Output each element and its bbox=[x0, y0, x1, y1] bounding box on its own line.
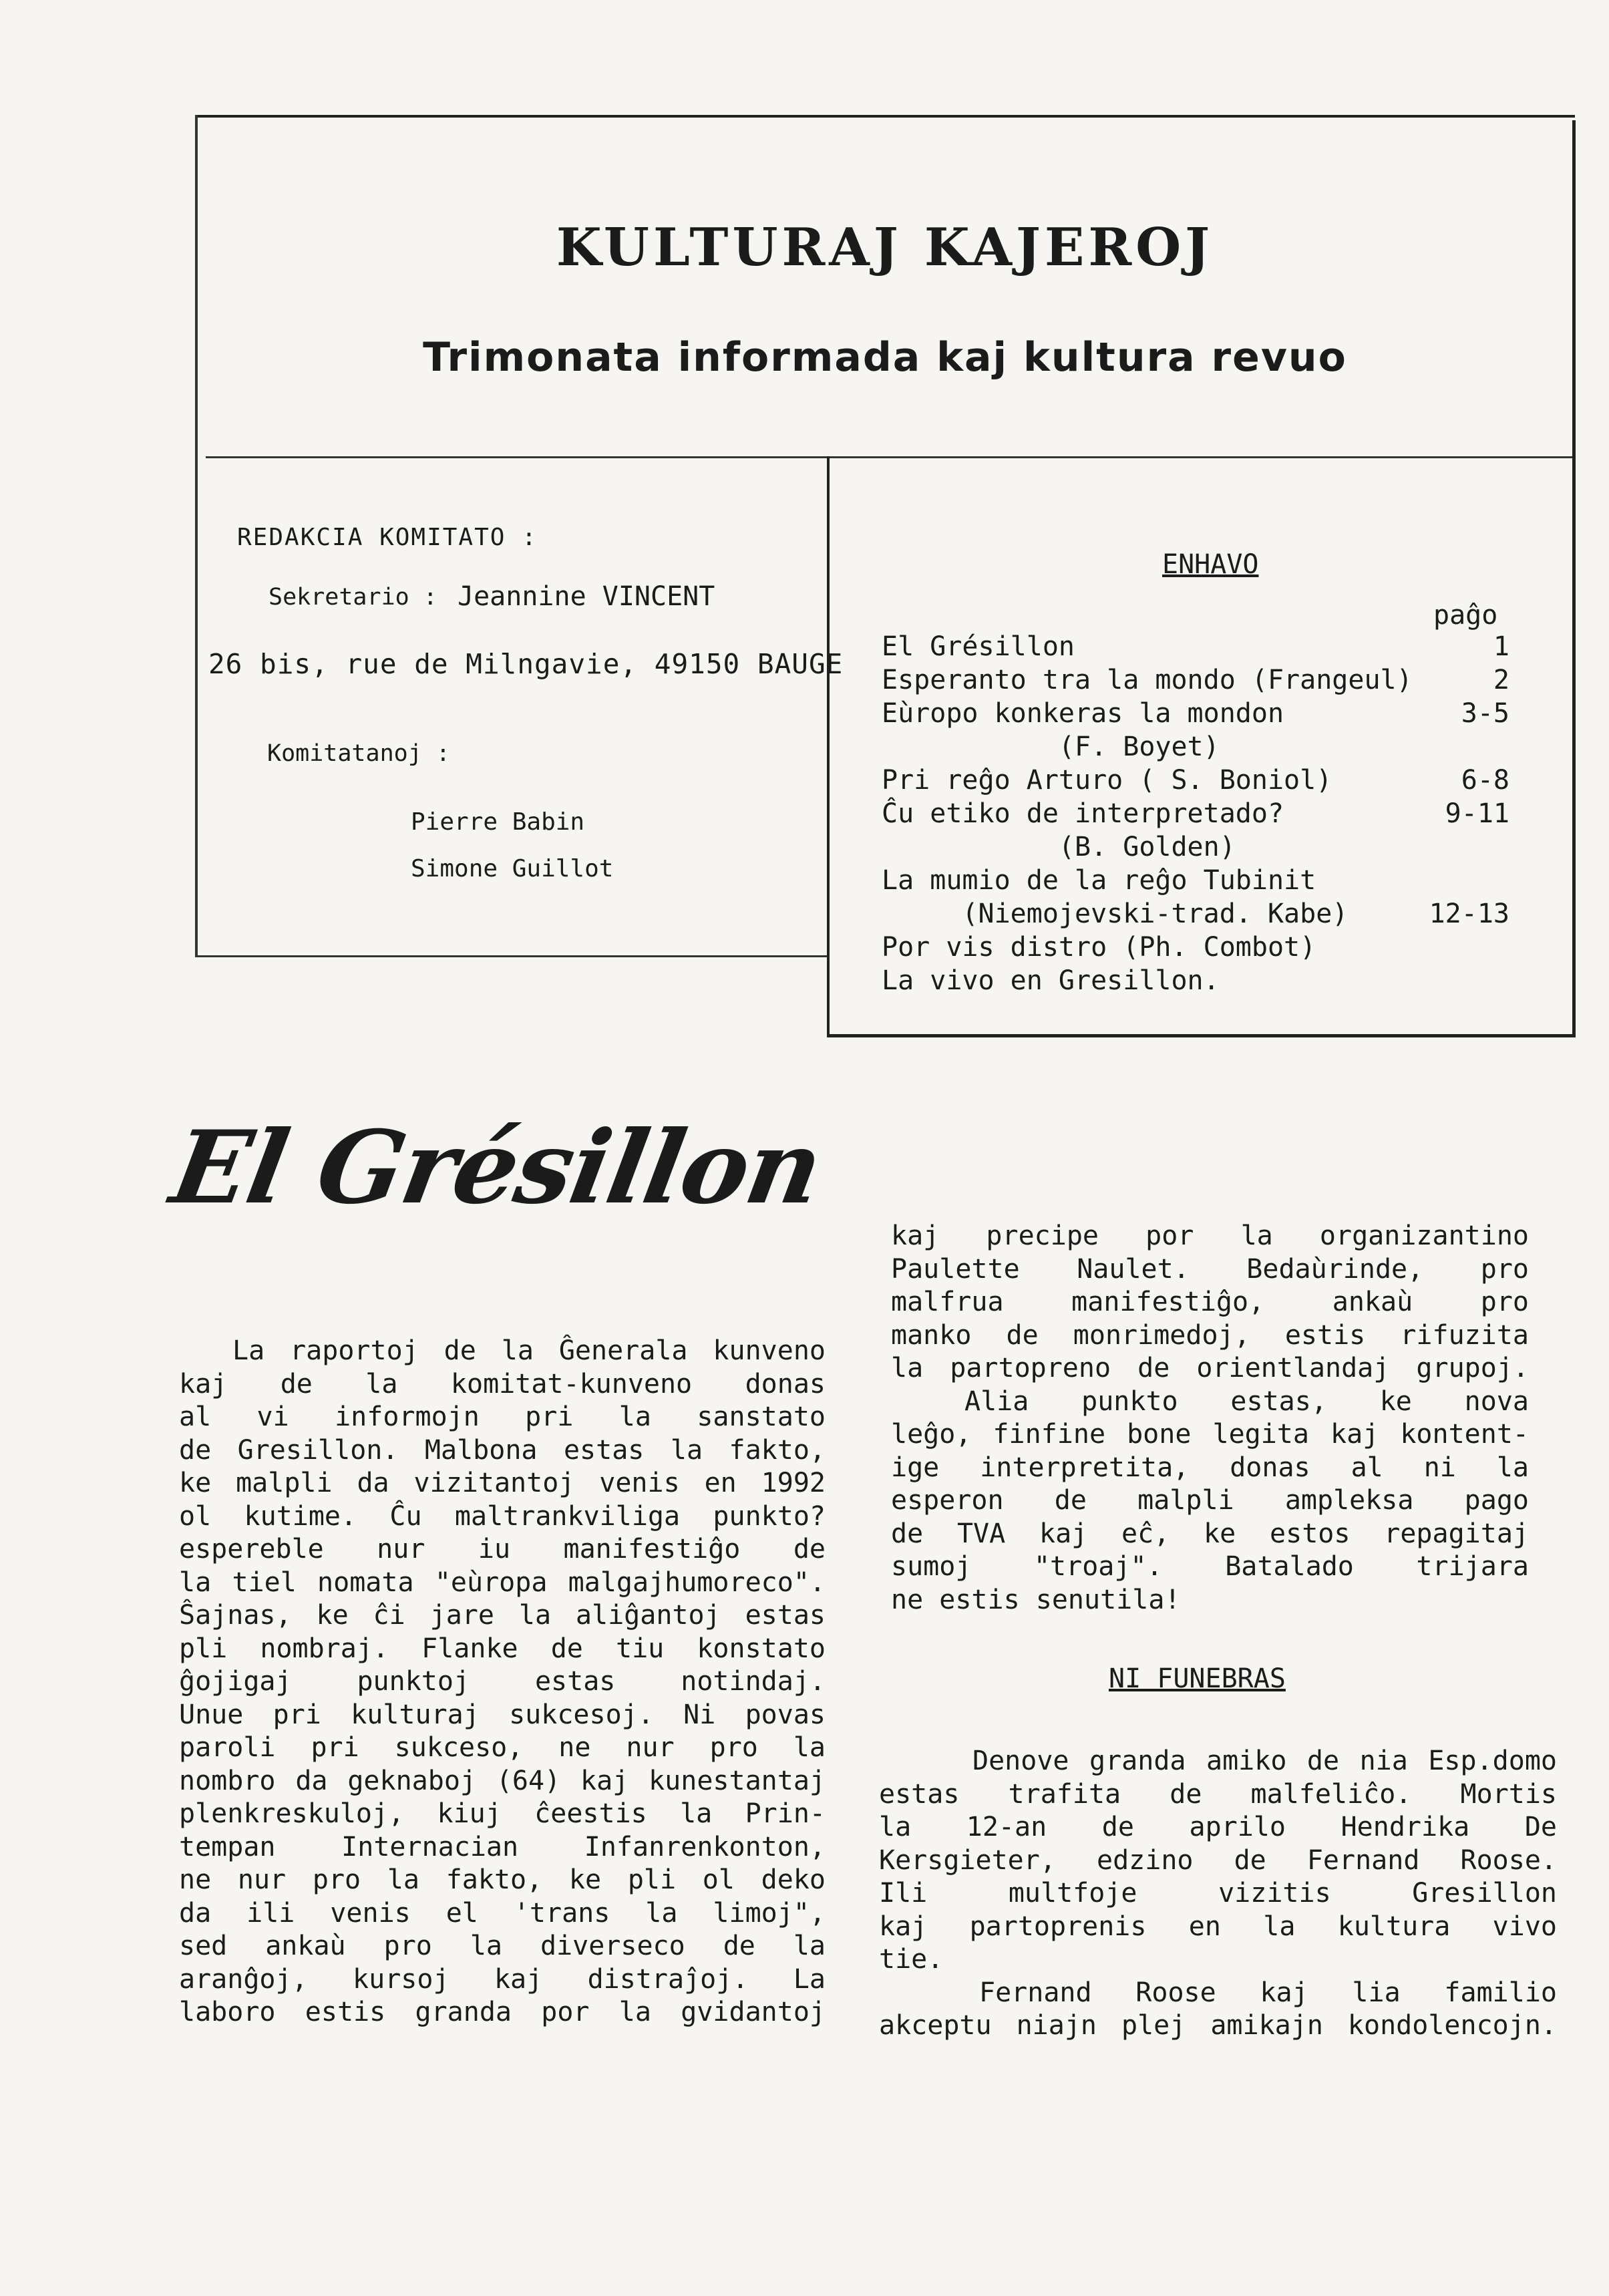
contents-entry-title: Por vis distro (Ph. Combot) bbox=[882, 932, 1316, 963]
header-frame-right bbox=[1572, 120, 1576, 458]
header-frame-divider bbox=[206, 456, 1576, 458]
contents-entry bbox=[882, 731, 1509, 765]
contents-box-bottom bbox=[827, 1034, 1576, 1037]
text-line: la partopreno de orientlandaj grupoj. bbox=[891, 1353, 1529, 1383]
text-line: aranĝoj, kursoj kaj distraĵoj. La bbox=[179, 1963, 826, 1995]
text-line: Fernand Roose kaj lia familio bbox=[979, 1977, 1557, 2008]
text-line: Unue pri kulturaj sukcesoj. Ni povas bbox=[179, 1699, 826, 1730]
text-line: nombro da geknaboj (64) kaj kunestantaj bbox=[179, 1765, 826, 1796]
contents-box-left bbox=[827, 456, 830, 1037]
contents-entry bbox=[882, 765, 1509, 798]
text-line: ne estis senutila! bbox=[891, 1584, 1181, 1615]
text-line: da ili venis el 'trans la limoj", bbox=[179, 1897, 826, 1929]
text-line: malfrua manifestiĝo, ankaù pro bbox=[891, 1287, 1529, 1317]
journal-subtitle: Trimonata informada kaj kultura revuo bbox=[423, 334, 1347, 381]
contents-entry-title: La mumio de la reĝo Tubinit bbox=[882, 865, 1316, 896]
contents-entry bbox=[882, 798, 1509, 832]
contents-entry bbox=[882, 665, 1509, 698]
committee-box-bottom bbox=[195, 955, 827, 957]
text-line: kaj precipe por la organizantino bbox=[891, 1220, 1529, 1251]
contents-entry-page: 6-8 bbox=[1461, 765, 1509, 796]
secretary-name: Jeannine VINCENT bbox=[458, 581, 715, 612]
text-line: kaj de la komitat-kunveno donas bbox=[179, 1368, 826, 1400]
article-title: El Grésillon bbox=[163, 1109, 830, 1226]
journal-title: KULTURAJ KAJEROJ bbox=[556, 217, 1214, 278]
text-line: ke malpli da vizitantoj venis en 1992 bbox=[179, 1468, 826, 1498]
text-line: kaj partoprenis en la kultura vivo bbox=[879, 1911, 1557, 1942]
text-line: akceptu niajn plej amikajn kondolencojn. bbox=[879, 2010, 1557, 2041]
text-line: tie. bbox=[879, 1944, 944, 1975]
contents-entry bbox=[882, 965, 1509, 999]
contents-entry-title: Esperanto tra la mondo (Frangeul) bbox=[882, 665, 1413, 695]
text-line: Kersgieter, edzino de Fernand Roose. bbox=[879, 1844, 1557, 1876]
text-line: plenkreskuloj, kiuj ĉeestis la Prin- bbox=[179, 1798, 826, 1829]
contents-entry bbox=[882, 898, 1509, 932]
text-line: ĝojigaj punktoj estas notindaj. bbox=[179, 1666, 826, 1697]
text-line: Ili multfoje vizitis Gresillon bbox=[879, 1878, 1557, 1909]
committee-address: 26 bis, rue de Milngavie, 49150 BAUGE bbox=[208, 648, 844, 680]
contents-entry-page: 2 bbox=[1493, 665, 1509, 695]
text-line: sed ankaù pro la diverseco de la bbox=[179, 1931, 826, 1961]
contents-entry bbox=[882, 631, 1509, 665]
members-label: Komitatanoj : bbox=[267, 740, 450, 767]
text-line: Denove granda amiko de nia Esp.domo bbox=[972, 1746, 1557, 1776]
contents-page-label: paĝo bbox=[1433, 600, 1498, 631]
text-line: esperon de malpli ampleksa pago bbox=[891, 1485, 1529, 1516]
text-line: ne nur pro la fakto, ke pli ol deko bbox=[179, 1864, 826, 1895]
text-line: Paulette Naulet. Bedaùrinde, pro bbox=[891, 1253, 1529, 1285]
contents-entry-title: (F. Boyet) bbox=[882, 731, 1220, 762]
contents-entry-page: 3-5 bbox=[1461, 698, 1509, 729]
text-line: manko de monrimedoj, estis rifuzita bbox=[891, 1319, 1529, 1351]
contents-heading: ENHAVO bbox=[1162, 549, 1259, 580]
contents-entry-title: Ĉu etiko de interpretado? bbox=[882, 798, 1284, 829]
contents-entry-page: 1 bbox=[1493, 631, 1509, 662]
text-line: ol kutime. Ĉu maltrankviliga punkto? bbox=[179, 1500, 826, 1532]
contents-entry-title: Eùropo konkeras la mondon bbox=[882, 698, 1284, 729]
contents-entry bbox=[882, 865, 1509, 898]
contents-entry-title: La vivo en Gresillon. bbox=[882, 965, 1220, 996]
contents-entry bbox=[882, 932, 1509, 965]
text-line: ige interpretita, donas al ni la bbox=[891, 1452, 1529, 1483]
contents-box-right bbox=[1572, 456, 1576, 1037]
contents-entry bbox=[882, 698, 1509, 731]
committee-member: Pierre Babin bbox=[411, 808, 585, 836]
contents-entry-title: El Grésillon bbox=[882, 631, 1075, 662]
contents-entry-page: 9-11 bbox=[1445, 798, 1509, 829]
contents-entry-page: 12-13 bbox=[1429, 898, 1509, 929]
text-line: Alia punkto estas, ke nova bbox=[964, 1385, 1529, 1417]
text-line: la tiel nomata "eùropa malgajhumoreco". bbox=[179, 1567, 826, 1598]
text-line: espereble nur iu manifestiĝo de bbox=[179, 1534, 826, 1565]
contents-entry-title: (Niemojevski-trad. Kabe) bbox=[882, 898, 1349, 929]
contents-entry-title: Pri reĝo Arturo ( S. Boniol) bbox=[882, 765, 1332, 796]
text-line: leĝo, finfine bone legita kaj kontent- bbox=[891, 1419, 1529, 1450]
article-column-left bbox=[179, 1335, 826, 2029]
secretary-label: Sekretario : bbox=[269, 584, 437, 611]
contents-entry bbox=[882, 832, 1509, 865]
text-line: La raportoj de la Ĝenerala kunveno bbox=[232, 1335, 826, 1366]
text-line: de Gresillon. Malbona estas la fakto, bbox=[179, 1434, 826, 1466]
text-line: al vi informojn pri la sanstato bbox=[179, 1402, 826, 1432]
text-line: pli nombraj. Flanke de tiu konstato bbox=[179, 1633, 826, 1664]
text-line: de TVA kaj eĉ, ke estos repagitaj bbox=[891, 1518, 1529, 1549]
committee-member: Simone Guillot bbox=[411, 855, 614, 882]
text-line: la 12-an de aprilo Hendrika De bbox=[879, 1812, 1557, 1842]
text-line: laboro estis granda por la gvidantoj bbox=[179, 1997, 826, 2027]
committee-heading: REDAKCIA KOMITATO : bbox=[237, 524, 538, 551]
contents-entry-title: (B. Golden) bbox=[882, 832, 1236, 862]
header-frame-top bbox=[195, 115, 1575, 118]
text-line: estas trafita de malfeliĉo. Mortis bbox=[879, 1778, 1557, 1810]
text-line: paroli pri sukceso, ne nur pro la bbox=[179, 1732, 826, 1763]
text-line: Ŝajnas, ke ĉi jare la aliĝantoj estas bbox=[179, 1600, 826, 1631]
text-line: tempan Internacian Infanrenkonton, bbox=[179, 1831, 826, 1862]
obituary-heading: NI FUNEBRAS bbox=[1109, 1663, 1286, 1694]
text-line: sumoj "troaj". Batalado trijara bbox=[891, 1551, 1529, 1582]
obituary-text bbox=[879, 1745, 1557, 2043]
article-column-right bbox=[891, 1220, 1529, 1617]
